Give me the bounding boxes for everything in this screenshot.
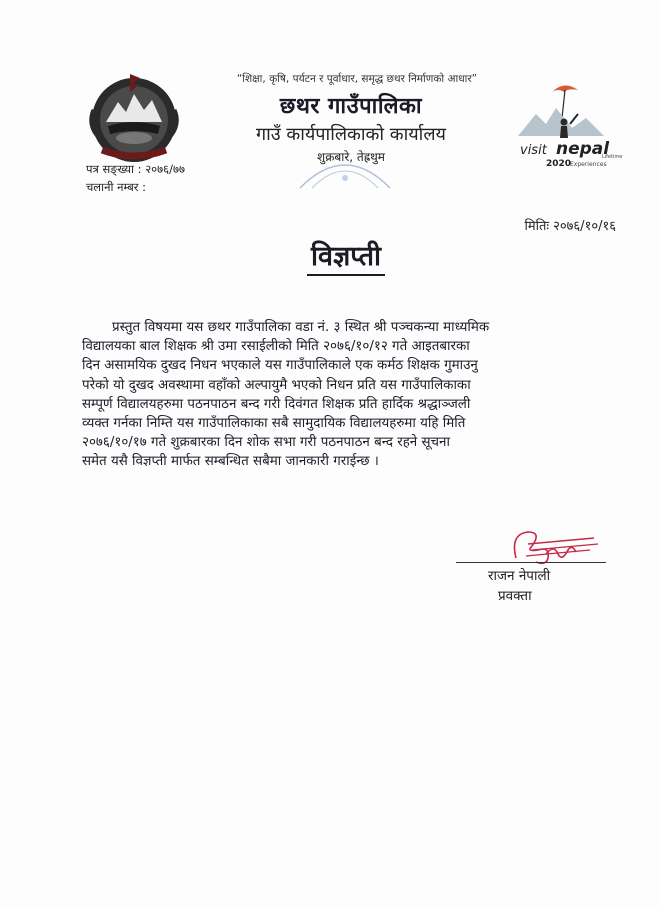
logo-year: 2020 [546, 159, 572, 169]
logo-tagline-2: Experiences [570, 161, 607, 168]
signature-line [456, 562, 606, 563]
body-line: दिन असामयिक दुखद निधन भएकाले यस गाउँपालिकाले एक कर्मठ शिक्षक गुमाउनु [82, 358, 478, 374]
office-stamp-icon [290, 148, 400, 190]
notice-body [82, 318, 596, 472]
body-line: विद्यालयका बाल शिक्षक श्री उमा रसाईलीको मिति २०७६/१०/१२ गते आइतबारका [82, 339, 470, 355]
notice-title: विज्ञप्ती [307, 236, 385, 276]
signatory-role: प्रवक्ता [498, 588, 532, 604]
office-location: शुक्रबारे, तेह्रथुम [317, 150, 385, 164]
letter-number: पत्र सङ्ख्या : २०७६/७७ [86, 162, 185, 176]
body-line: परेको यो दुखद अवस्थामा वहाँको अल्पायुमै भएको निधन प्रति यस गाउँपालिकाका [82, 377, 471, 393]
body-line: सम्पूर्ण विद्यालयहरुमा पठनपाठन बन्द गरी दिवंगत शिक्षक प्रति हार्दिक श्रद्धाञ्जली [82, 396, 471, 412]
logo-tagline-1: Lifetime [602, 154, 623, 160]
body-line: २०७६/१०/१७ गते शुक्रबारका दिन शोक सभा गरी पठनपाठन बन्द रहने सूचना [82, 435, 450, 451]
handwritten-signature [498, 524, 602, 570]
body-line: व्यक्त गर्नका निम्ति यस गाउँपालिकाका सबै सामुदायिक विद्यालयहरुमा यहि मिति [82, 416, 466, 432]
body-line: प्रस्तुत विषयमा यस छथर गाउँपालिका वडा नं. ३ स्थित श्री पञ्चकन्या माध्यमिक [112, 320, 490, 335]
visit-word: visit [520, 143, 547, 158]
office-subtitle: गाउँ कार्यपालिकाको कार्यालय [256, 124, 446, 145]
visit-nepal-2020-logo [512, 78, 632, 174]
letter-date: मितिः २०७६/१०/१६ [524, 219, 616, 234]
body-line: समेत यसै विज्ञप्ती मार्फत सम्बन्धित सबैमा जानकारी गराईन्छ । [82, 454, 379, 470]
office-motto: “शिक्षा, कृषि, पर्यटन र पूर्वाधार, समृद्ध छथर निर्माणको आधार” [236, 73, 478, 85]
nepal-word: nepal [556, 139, 610, 159]
visit-nepal-logo-graphic [512, 78, 632, 174]
nepal-government-emblem-icon [84, 70, 184, 166]
notice-title-row [0, 236, 662, 276]
dispatch-number: चलानी नम्बर : [86, 180, 147, 194]
office-name: छथर गाउँपालिका [279, 94, 423, 119]
signatory-name: राजन नेपाली [488, 568, 551, 584]
